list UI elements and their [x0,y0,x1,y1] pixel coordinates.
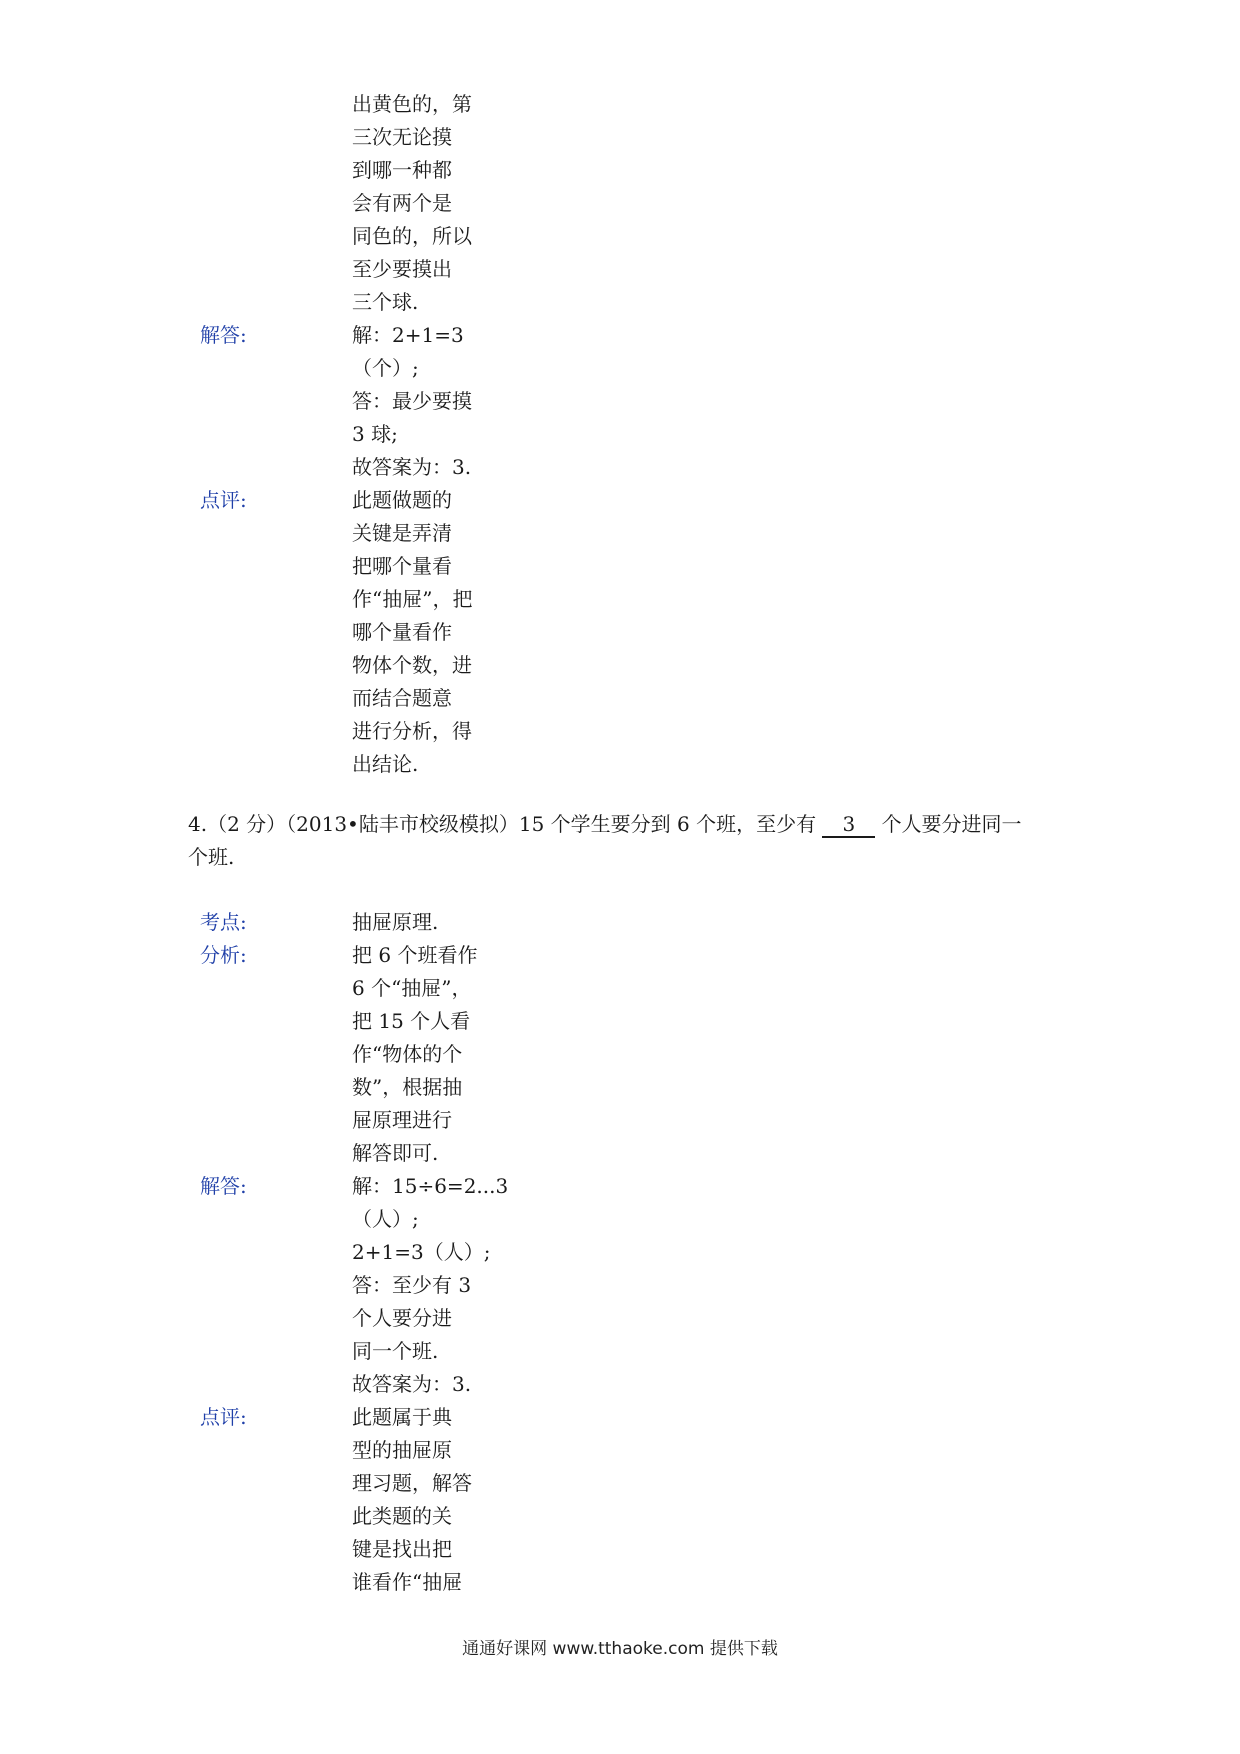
analysis-label: 分析: [200,943,247,967]
topic-text [352,906,492,939]
topic-label: 考点: [200,910,247,934]
text-line: 出黄色的，第 [352,92,472,116]
answer-text-2 [352,1170,509,1401]
text-line: 把 6 个班看作 [352,943,478,967]
text-line: 而结合题意 [352,686,452,710]
text-line: 会有两个是 [352,191,452,215]
answer-text [352,319,492,484]
answer-blank: 3 [822,812,875,838]
answer-label: 解答: [200,323,247,347]
text-line: 答：最少要摸 [352,389,472,413]
text-line: 解答即可. [352,1141,439,1165]
text-line: 理习题，解答 [352,1471,472,1495]
comment-label: 点评: [200,488,247,512]
text-line: 哪个量看作 [352,620,452,644]
text-line: 进行分析，得 [352,719,472,743]
text-line: 把哪个量看 [352,554,452,578]
text-line: 同色的，所以 [352,224,472,248]
text-line: 型的抽屉原 [352,1438,452,1462]
question-4-text-after: 个人要分进同一 [881,812,1022,836]
text-line: 谁看作“抽屉 [352,1570,463,1594]
text-line: 至少要摸出 [352,257,452,281]
question-4-line1 [188,808,1022,841]
text-line: 三次无论摸 [352,125,452,149]
comment-text-2 [352,1401,492,1599]
text-line: 故答案为：3. [352,1372,472,1396]
text-line: 作“抽屉”，把 [352,587,473,611]
question-4-line2: 个班. [188,845,235,869]
text-line: 解：15÷6=2...3 [352,1174,509,1198]
text-line: 出结论. [352,752,419,776]
text-line: 个人要分进 [352,1306,452,1330]
text-line: 作“物体的个 [352,1042,463,1066]
text-line: （个）; [352,356,419,380]
text-line: 关键是弄清 [352,521,452,545]
comment-label-2: 点评: [200,1405,247,1429]
text-line: 解：2+1=3 [352,323,464,347]
footer-source: 通通好课网 www.tthaoke.com 提供下载 [462,1639,778,1659]
text-line: 键是找出把 [352,1537,452,1561]
text-line: 3 球; [352,422,398,446]
text-line: 2+1=3（人）; [352,1240,491,1264]
text-line: 6 个“抽屉”， [352,976,472,1000]
text-line: 三个球. [352,290,419,314]
text-line: 数”，根据抽 [352,1075,463,1099]
text-line: 答：至少有 3 [352,1273,472,1297]
text-line: 物体个数，进 [352,653,472,677]
text-line: 到哪一种都 [352,158,452,182]
comment-text [352,484,492,781]
analysis-text [352,939,492,1170]
text-line: 把 15 个人看 [352,1009,471,1033]
analysis-continuation [352,88,492,319]
text-line: 屉原理进行 [352,1108,452,1132]
text-line: （人）; [352,1207,419,1231]
text-line: 故答案为：3. [352,455,472,479]
text-line: 此题做题的 [352,488,452,512]
question-4-text: 4.（2 分）（2013•陆丰市校级模拟）15 个学生要分到 6 个班，至少有 [188,812,817,836]
text-line: 此题属于典 [352,1405,452,1429]
text-line: 同一个班. [352,1339,439,1363]
text-line: 此类题的关 [352,1504,452,1528]
text-line: 抽屉原理. [352,910,439,934]
answer-label-2: 解答: [200,1174,247,1198]
